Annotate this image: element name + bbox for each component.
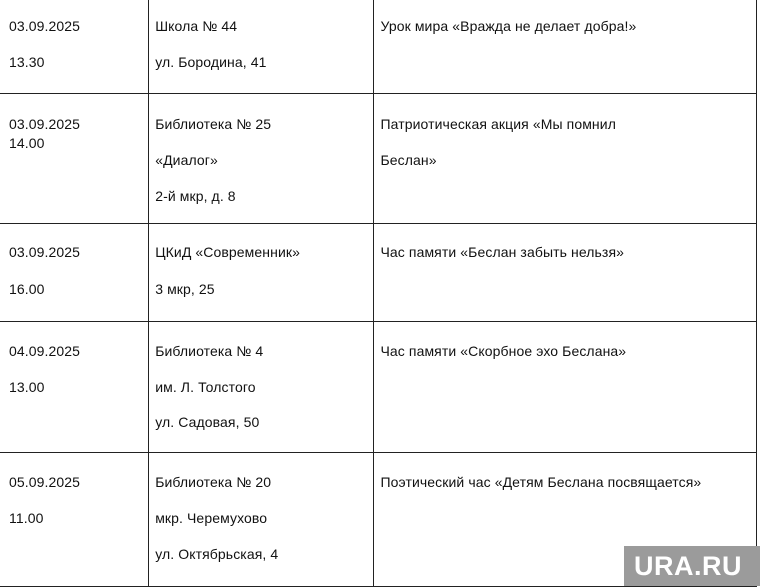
event-line: Урок мира «Вражда не делает добра!» — [380, 18, 637, 34]
date-cell — [0, 453, 149, 587]
place-line: ул. Садовая, 50 — [155, 414, 260, 430]
place-cell — [149, 94, 374, 224]
table-row — [0, 94, 757, 224]
date-cell — [0, 0, 149, 94]
place-line: 2-й мкр, д. 8 — [155, 188, 236, 204]
event-date: 03.09.2025 — [9, 244, 81, 260]
event-date: 03.09.2025 — [9, 116, 81, 132]
event-line: Час памяти «Беслан забыть нельзя» — [380, 244, 625, 260]
table-row — [0, 322, 757, 453]
ura-ru-watermark: URA.RU — [624, 546, 760, 586]
place-cell — [149, 322, 374, 453]
place-line: ЦКиД «Современник» — [155, 244, 300, 260]
event-cell — [374, 224, 757, 322]
place-line: ул. Октябрьская, 4 — [155, 546, 279, 562]
place-line: мкр. Черемухово — [155, 510, 268, 526]
event-date: 03.09.2025 — [9, 18, 81, 34]
place-line: Библиотека № 20 — [155, 474, 272, 490]
event-time: 13.30 — [9, 54, 45, 70]
place-line: Библиотека № 4 — [155, 343, 264, 359]
event-time: 14.00 — [9, 135, 45, 151]
place-cell — [149, 0, 374, 94]
event-line: Час памяти «Скорбное эхо Беслана» — [380, 343, 627, 359]
place-line: Школа № 44 — [155, 18, 238, 34]
event-cell — [374, 94, 757, 224]
event-time: 11.00 — [9, 510, 44, 526]
event-date: 05.09.2025 — [9, 474, 81, 490]
date-cell — [0, 94, 149, 224]
place-line: ул. Бородина, 41 — [155, 54, 267, 70]
event-line: Беслан» — [380, 152, 437, 168]
event-line: Поэтический час «Детям Беслана посвящается» — [380, 474, 702, 490]
place-line: им. Л. Толстого — [155, 379, 256, 395]
event-cell — [374, 322, 757, 453]
place-cell — [149, 224, 374, 322]
event-time: 16.00 — [9, 281, 45, 297]
event-time: 13.00 — [9, 379, 45, 395]
place-line: 3 мкр, 25 — [155, 281, 215, 297]
place-line: Библиотека № 25 — [155, 116, 272, 132]
date-cell — [0, 322, 149, 453]
event-line: Патриотическая акция «Мы помнил — [380, 116, 616, 132]
place-cell — [149, 453, 374, 587]
table-row — [0, 224, 757, 322]
event-date: 04.09.2025 — [9, 343, 81, 359]
event-cell — [374, 0, 757, 94]
place-line: «Диалог» — [155, 152, 218, 168]
date-cell — [0, 224, 149, 322]
table-row — [0, 0, 757, 94]
